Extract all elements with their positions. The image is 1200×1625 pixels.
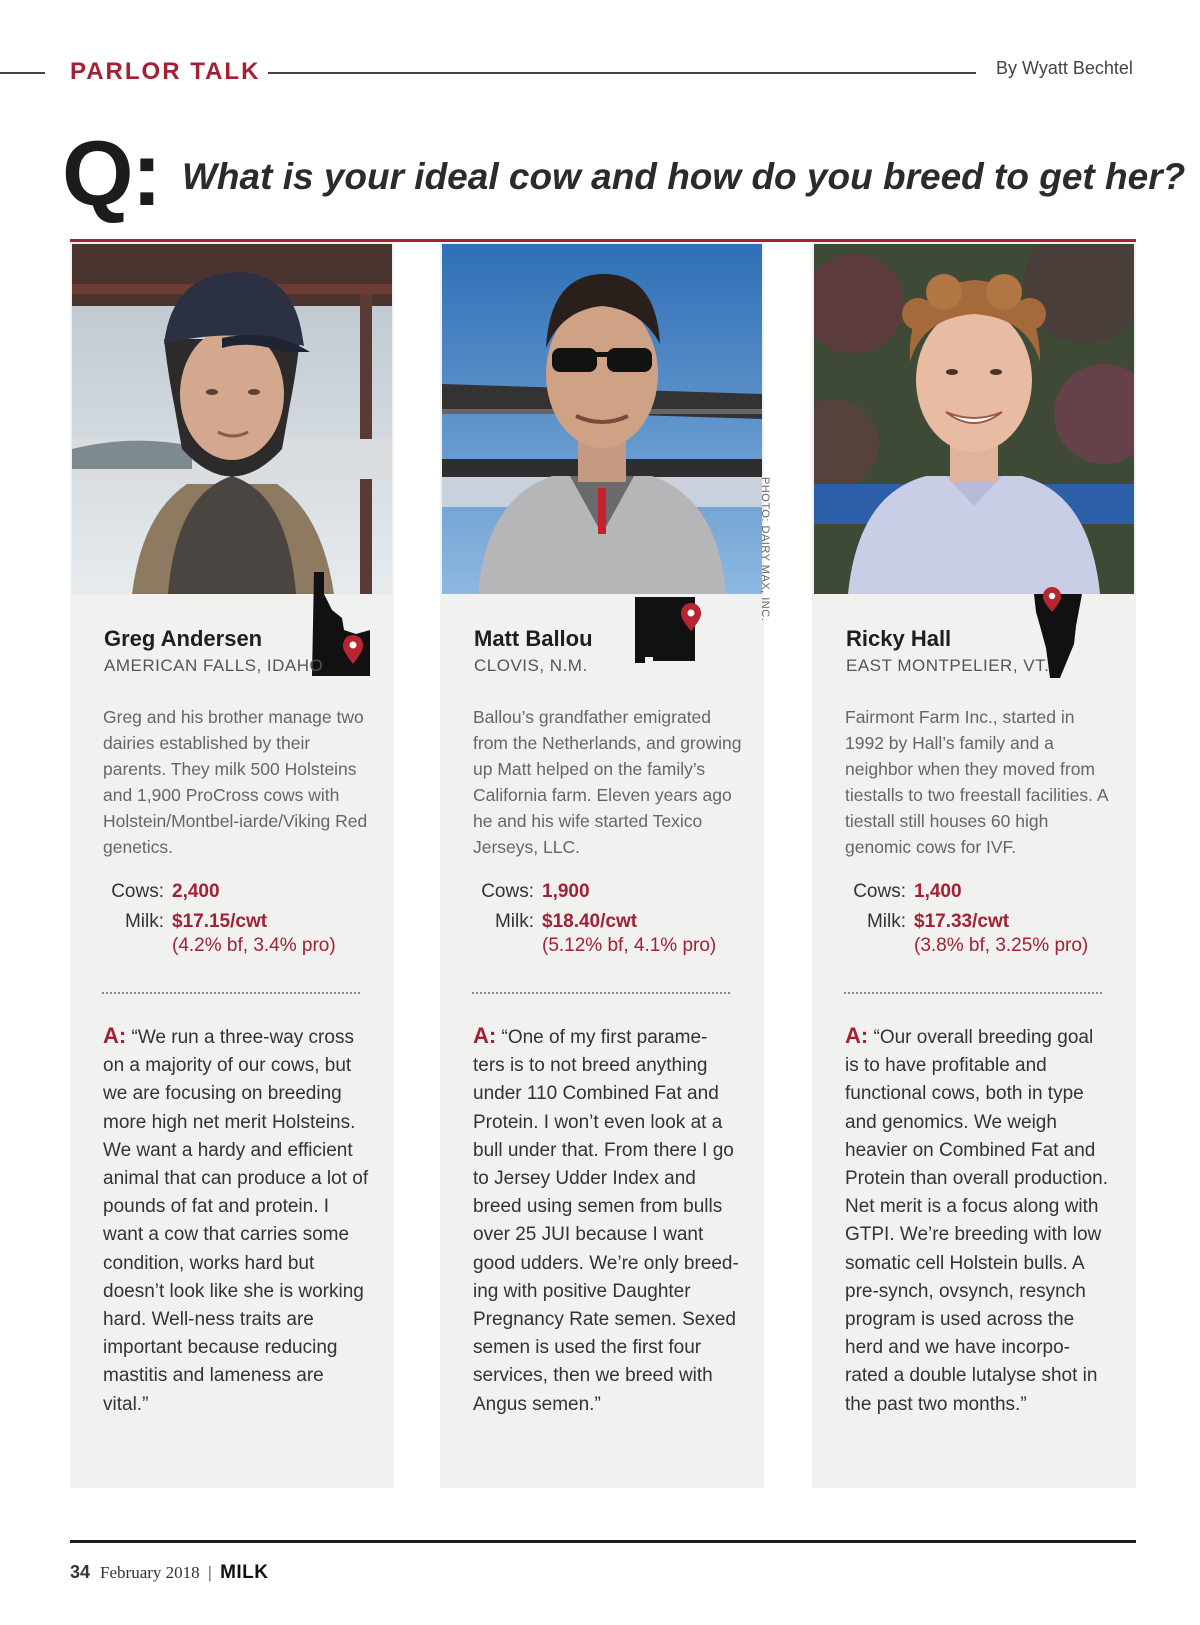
milk-stat	[102, 911, 267, 933]
profile-photo	[442, 244, 762, 594]
cows-label: Cows:	[111, 881, 164, 902]
cows-label: Cows:	[853, 881, 906, 902]
dotted-divider	[102, 992, 360, 994]
milk-value: $17.15/cwt	[172, 911, 268, 932]
person-name: Matt Ballou	[474, 626, 593, 651]
photo-credit: PHOTO: DAIRY MAX, INC.	[759, 477, 771, 622]
footer-rule	[70, 1540, 1136, 1543]
section-label: PARLOR TALK	[70, 58, 261, 85]
answer-body: “Our overall breeding goal is to have profitable and functional cows, both in type and genomics. We weigh heavier on Combined Fat and Protein than overall production. Net merit is a focus along with GTPI. We’re breeding with low somatic cell Holstein bulls. A pre-synch, ovsynch, resynch program is used across the herd and we have incorpo-rated a double lutalyse shot in the past two months.”	[845, 1027, 1108, 1415]
issue-date: February 2018	[100, 1563, 200, 1582]
header-rule	[268, 72, 976, 74]
profile-bio: Fairmont Farm Inc., started in 1992 by Hall’s family and a neighbor when they moved from tiestalls to two freestall facilities. A tiestall still houses 60 high genomic cows for IVF.	[845, 707, 1108, 857]
profile-card	[812, 242, 1136, 1488]
answer-text	[473, 1022, 739, 1419]
page-footer	[70, 1562, 269, 1584]
milk-label: Milk:	[124, 911, 164, 932]
person-name: Ricky Hall	[846, 626, 952, 651]
answer-body: “One of my first parame-ters is to not breed anything under 110 Combined Fat and Protein. I won’t even look at a bull under that. From there I go to Jersey Udder Index and breed using semen from bulls over 25 JUI because I want good udders. We’re only breed-ing with positive Daughter Pregnancy Rate semen. Sexed semen is used the first four services, then we breed with Angus semen.”	[473, 1027, 739, 1415]
milk-stat	[844, 911, 1009, 933]
answer-label: A:	[473, 1023, 497, 1048]
person-name: Greg Andersen	[104, 626, 263, 651]
dotted-divider	[472, 992, 730, 994]
cows-value: 1,900	[542, 881, 590, 902]
cows-label: Cows:	[481, 881, 534, 902]
page-number: 34	[70, 1562, 91, 1582]
answer-text	[103, 1022, 369, 1419]
milk-components: (5.12% bf, 4.1% pro)	[542, 935, 717, 956]
milk-label: Milk:	[494, 911, 534, 932]
milk-stat	[472, 911, 637, 933]
milk-label: Milk:	[866, 911, 906, 932]
profile-photo	[814, 244, 1134, 594]
person-location: AMERICAN FALLS, IDAHO	[104, 656, 324, 675]
question-text: What is your ideal cow and how do you breed to get her?	[182, 156, 1186, 197]
cows-stat	[472, 881, 590, 903]
cows-value: 1,400	[914, 881, 962, 902]
magazine-logo: MILK	[220, 1562, 269, 1583]
answer-body: “We run a three-way cross on a majority of our cows, but we are focusing on breeding more high net merit Holsteins. We want a hardy and efficient animal that can produce a lot of pounds of fat and protein. I want a cow that carries some condition, works hard but doesn’t look like she is working hard. Well-ness traits are important because reducing mastitis and lameness are vital.”	[103, 1027, 369, 1415]
footer-separator: |	[207, 1563, 213, 1582]
milk-components: (4.2% bf, 3.4% pro)	[172, 935, 336, 956]
header-rule-left	[0, 72, 45, 74]
milk-value: $18.40/cwt	[542, 911, 638, 932]
profile-bio: Ballou’s grandfather emigrated from the Netherlands, and growing up Matt helped on the family’s California farm. Eleven years ago he and his wife started Texico Jerseys, LLC.	[473, 707, 742, 857]
milk-components: (3.8% bf, 3.25% pro)	[914, 935, 1089, 956]
byline: By Wyatt Bechtel	[996, 58, 1133, 78]
profile-card	[440, 242, 764, 1488]
new-mexico-map-icon	[633, 597, 703, 667]
cows-stat	[102, 881, 220, 903]
cows-stat	[844, 881, 962, 903]
milk-value: $17.33/cwt	[914, 911, 1010, 932]
profile-card	[70, 242, 394, 1488]
dotted-divider	[844, 992, 1102, 994]
answer-label: A:	[845, 1023, 869, 1048]
person-location: CLOVIS, N.M.	[474, 656, 588, 675]
answer-text	[845, 1022, 1111, 1419]
answer-label: A:	[103, 1023, 127, 1048]
profile-photo	[72, 244, 392, 594]
profile-bio: Greg and his brother manage two dairies established by their parents. They milk 500 Holsteins and 1,900 ProCross cows with Holstein/Montbel-iarde/Viking Red genetics.	[103, 707, 368, 857]
cows-value: 2,400	[172, 881, 220, 902]
person-location: EAST MONTPELIER, VT.	[846, 656, 1050, 675]
question-mark-label: Q:	[62, 123, 161, 225]
